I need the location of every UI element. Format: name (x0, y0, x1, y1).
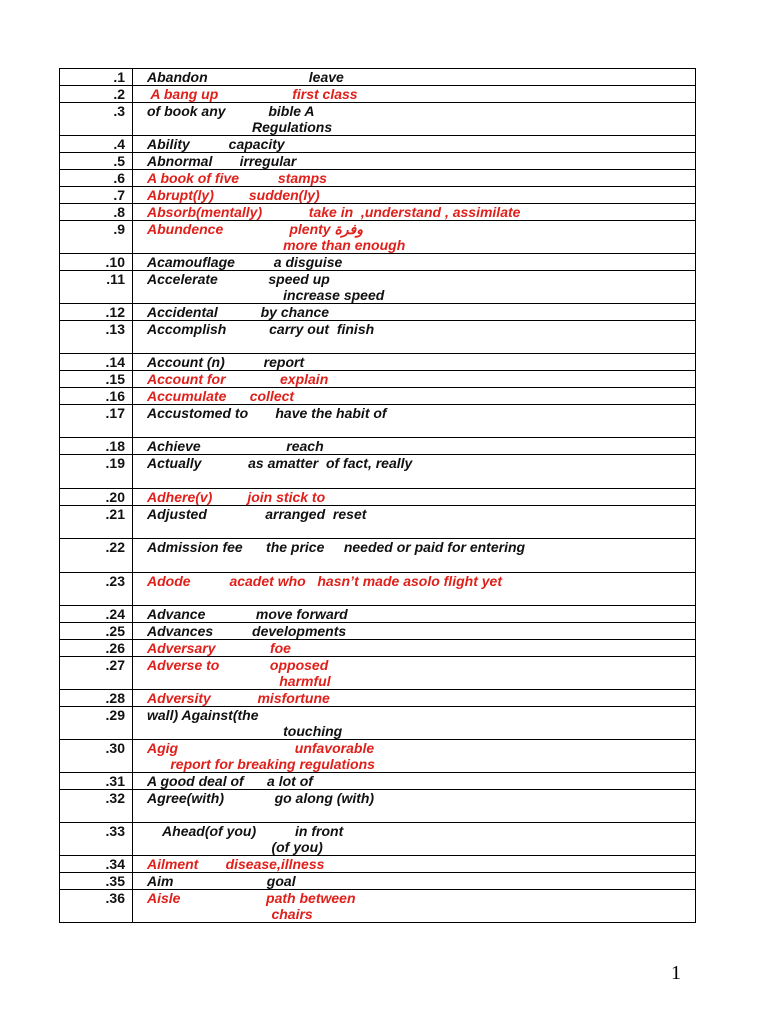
vocabulary-entry (133, 254, 696, 271)
vocabulary-entry (133, 371, 696, 388)
entry-line: Adode acadet who hasn’t made asolo flight yet (147, 573, 502, 589)
row-number: .8 (60, 204, 133, 221)
entry-line: chairs (147, 906, 313, 922)
entry-line: Accidental by chance (147, 304, 330, 320)
vocabulary-entry (133, 657, 696, 690)
vocabulary-entry (133, 890, 696, 923)
row-number: .13 (60, 321, 133, 354)
row-number: .28 (60, 690, 133, 707)
row-number: .17 (60, 405, 133, 438)
row-number: .35 (60, 873, 133, 890)
table-row (60, 254, 696, 271)
table-row (60, 354, 696, 371)
vocabulary-entry (133, 506, 696, 539)
table-row (60, 371, 696, 388)
vocabulary-entry (133, 790, 696, 823)
vocabulary-entry (133, 204, 696, 221)
row-number: .32 (60, 790, 133, 823)
table-row (60, 271, 696, 304)
entry-line: Accumulate collect (147, 388, 295, 404)
table-row (60, 204, 696, 221)
entry-line: Agree(with) go along (with) (147, 790, 375, 806)
entry-line: Accustomed to have the habit of (147, 405, 387, 421)
vocabulary-entry (133, 304, 696, 321)
row-number: .3 (60, 103, 133, 136)
table-row (60, 657, 696, 690)
entry-line: report for breaking regulations (147, 756, 375, 772)
table-row (60, 573, 696, 606)
row-number: .18 (60, 438, 133, 455)
entry-line: Regulations (147, 119, 333, 135)
table-row (60, 405, 696, 438)
table-row (60, 489, 696, 506)
entry-line: Accomplish carry out finish (147, 321, 375, 337)
row-number: .31 (60, 773, 133, 790)
row-number: .24 (60, 606, 133, 623)
vocabulary-entry (133, 489, 696, 506)
entry-line: increase speed (147, 287, 385, 303)
table-row (60, 773, 696, 790)
table-row (60, 856, 696, 873)
table-row (60, 740, 696, 773)
table-row (60, 455, 696, 489)
row-number: .7 (60, 187, 133, 204)
row-number: .20 (60, 489, 133, 506)
row-number: .26 (60, 640, 133, 657)
row-number: .1 (60, 69, 133, 86)
entry-line: A good deal of a lot of (147, 773, 313, 789)
vocabulary-entry (133, 136, 696, 153)
row-number: .2 (60, 86, 133, 103)
entry-line: Ahead(of you) in front (147, 823, 344, 839)
entry-line: Actually as amatter of fact, really (147, 455, 413, 471)
table-row (60, 388, 696, 405)
row-number: .19 (60, 455, 133, 489)
entry-line: Account (n) report (147, 354, 305, 370)
row-number: .25 (60, 623, 133, 640)
entry-line: of book any bible A (147, 103, 315, 119)
table-row (60, 640, 696, 657)
vocabulary-entry (133, 405, 696, 438)
vocabulary-entry (133, 153, 696, 170)
row-number: .6 (60, 170, 133, 187)
vocabulary-entry (133, 86, 696, 103)
table-row (60, 136, 696, 153)
vocabulary-entry (133, 873, 696, 890)
entry-line: Absorb(mentally) take in ,understand , assimilate (147, 204, 521, 220)
vocabulary-entry (133, 354, 696, 371)
row-number: .11 (60, 271, 133, 304)
entry-line: Ability capacity (147, 136, 285, 152)
table-row (60, 304, 696, 321)
entry-line: Adhere(v) join stick to (147, 489, 326, 505)
table-row (60, 103, 696, 136)
row-number: .22 (60, 539, 133, 573)
entry-line: A bang up first class (147, 86, 358, 102)
table-row (60, 707, 696, 740)
row-number: .9 (60, 221, 133, 254)
table-row (60, 153, 696, 170)
entry-line: Accelerate speed up (147, 271, 330, 287)
row-number: .5 (60, 153, 133, 170)
row-number: .12 (60, 304, 133, 321)
entry-line: Achieve reach (147, 438, 324, 454)
row-number: .10 (60, 254, 133, 271)
entry-line: Adversity misfortune (147, 690, 330, 706)
entry-line: wall) Against(the (147, 707, 259, 723)
table-row (60, 438, 696, 455)
entry-line: Adverse to opposed (147, 657, 329, 673)
vocabulary-entry (133, 606, 696, 623)
vocabulary-entry (133, 740, 696, 773)
vocabulary-entry (133, 773, 696, 790)
vocabulary-entry (133, 823, 696, 856)
entry-line: Account for explain (147, 371, 329, 387)
vocabulary-entry (133, 856, 696, 873)
row-number: .30 (60, 740, 133, 773)
row-number: .21 (60, 506, 133, 539)
entry-line: Advance move forward (147, 606, 348, 622)
row-number: .29 (60, 707, 133, 740)
table-row (60, 170, 696, 187)
table-row (60, 823, 696, 856)
entry-line: Acamouflage a disguise (147, 254, 343, 270)
row-number: .23 (60, 573, 133, 606)
row-number: .4 (60, 136, 133, 153)
table-row (60, 506, 696, 539)
entry-line: Aisle path between (147, 890, 356, 906)
vocabulary-entry (133, 623, 696, 640)
entry-line: Admission fee the price needed or paid for entering (147, 539, 526, 555)
entry-line: Abandon leave (147, 69, 344, 85)
row-number: .34 (60, 856, 133, 873)
table-row (60, 221, 696, 254)
table-row (60, 623, 696, 640)
table-row (60, 890, 696, 923)
table-row (60, 539, 696, 573)
row-number: .16 (60, 388, 133, 405)
vocabulary-entry (133, 455, 696, 489)
entry-line: Advances developments (147, 623, 347, 639)
vocabulary-entry (133, 69, 696, 86)
row-number: .15 (60, 371, 133, 388)
vocabulary-entry (133, 321, 696, 354)
table-row (60, 873, 696, 890)
table-row (60, 606, 696, 623)
row-number: .33 (60, 823, 133, 856)
vocabulary-entry (133, 539, 696, 573)
entry-line: Adversary foe (147, 640, 291, 656)
entry-line: Ailment disease,illness (147, 856, 325, 872)
vocabulary-entry (133, 388, 696, 405)
entry-line: A book of five stamps (147, 170, 327, 186)
entry-line: more than enough (147, 237, 406, 253)
table-row (60, 790, 696, 823)
vocabulary-entry (133, 438, 696, 455)
vocabulary-entry (133, 690, 696, 707)
entry-line: Adjusted arranged reset (147, 506, 367, 522)
table-row (60, 187, 696, 204)
page-number: 1 (671, 962, 681, 984)
table-row (60, 321, 696, 354)
row-number: .27 (60, 657, 133, 690)
entry-line: (of you) (147, 839, 323, 855)
vocabulary-entry (133, 707, 696, 740)
vocabulary-table-body (60, 69, 696, 923)
vocabulary-entry (133, 187, 696, 204)
vocabulary-entry (133, 271, 696, 304)
entry-line: harmful (147, 673, 331, 689)
entry-line: Abundence plenty وفرة (147, 221, 363, 237)
vocabulary-entry (133, 640, 696, 657)
entry-line: Abrupt(ly) sudden(ly) (147, 187, 320, 203)
row-number: .14 (60, 354, 133, 371)
vocabulary-table (59, 68, 696, 923)
row-number: .36 (60, 890, 133, 923)
entry-line: Abnormal irregular (147, 153, 297, 169)
vocabulary-entry (133, 573, 696, 606)
vocabulary-entry (133, 221, 696, 254)
entry-line: Aim goal (147, 873, 296, 889)
table-row (60, 690, 696, 707)
entry-line: Agig unfavorable (147, 740, 375, 756)
table-row (60, 86, 696, 103)
entry-line: touching (147, 723, 343, 739)
vocabulary-entry (133, 170, 696, 187)
vocabulary-entry (133, 103, 696, 136)
table-row (60, 69, 696, 86)
